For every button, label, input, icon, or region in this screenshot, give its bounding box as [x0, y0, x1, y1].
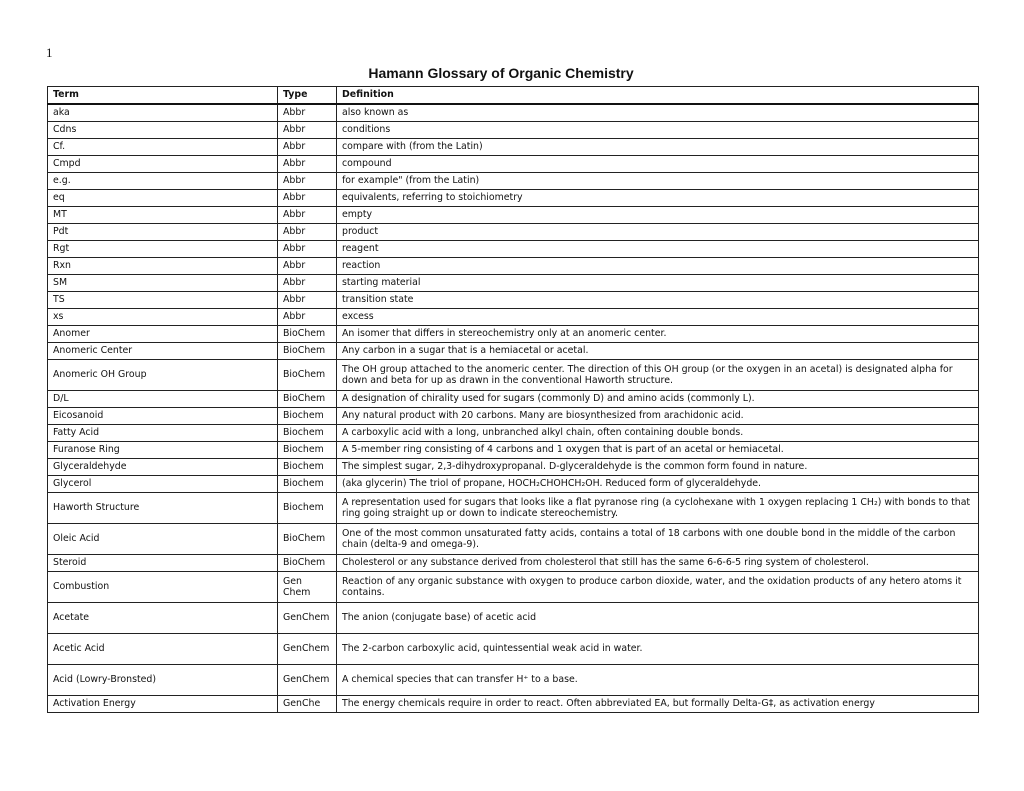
definition-cell: The simplest sugar, 2,3-dihydroxypropanal. D-glyceraldehyde is the common form found in nature. — [337, 459, 979, 476]
definition-cell: A chemical species that can transfer H⁺ to a base. — [337, 665, 979, 696]
definition-cell: The anion (conjugate base) of acetic acid — [337, 603, 979, 634]
column-header-term: Term — [48, 87, 278, 105]
table-row — [48, 476, 979, 493]
table-row — [48, 665, 979, 696]
definition-cell: excess — [337, 309, 979, 326]
term-cell: eq — [48, 190, 278, 207]
table-row — [48, 224, 979, 241]
type-cell: Abbr — [278, 275, 337, 292]
term-cell: Combustion — [48, 572, 278, 603]
type-cell: Abbr — [278, 258, 337, 275]
type-cell: GenChem — [278, 603, 337, 634]
definition-cell: product — [337, 224, 979, 241]
type-cell: Abbr — [278, 190, 337, 207]
definition-cell: Any natural product with 20 carbons. Many are biosynthesized from arachidonic acid. — [337, 408, 979, 425]
definition-cell: for example" (from the Latin) — [337, 173, 979, 190]
definition-cell: also known as — [337, 104, 979, 122]
term-cell: Anomeric Center — [48, 343, 278, 360]
table-row — [48, 442, 979, 459]
document-title: Hamann Glossary of Organic Chemistry — [368, 65, 634, 81]
table-row — [48, 603, 979, 634]
column-header-type: Type — [278, 87, 337, 105]
table-row — [48, 122, 979, 139]
definition-cell: reagent — [337, 241, 979, 258]
term-cell: Activation Energy — [48, 696, 278, 713]
table-row — [48, 555, 979, 572]
table-row — [48, 207, 979, 224]
type-cell: GenChem — [278, 665, 337, 696]
term-cell: Fatty Acid — [48, 425, 278, 442]
table-row — [48, 572, 979, 603]
type-cell: BioChem — [278, 343, 337, 360]
definition-cell: starting material — [337, 275, 979, 292]
type-cell: Abbr — [278, 292, 337, 309]
type-cell: Abbr — [278, 139, 337, 156]
table-row — [48, 524, 979, 555]
term-cell: Oleic Acid — [48, 524, 278, 555]
type-cell: Biochem — [278, 493, 337, 524]
page-number: 1 — [46, 45, 53, 60]
type-cell: BioChem — [278, 555, 337, 572]
type-cell: BioChem — [278, 391, 337, 408]
term-cell: Acid (Lowry-Bronsted) — [48, 665, 278, 696]
term-cell: Cf. — [48, 139, 278, 156]
definition-cell: conditions — [337, 122, 979, 139]
table-row — [48, 493, 979, 524]
type-cell: GenChem — [278, 634, 337, 665]
table-row — [48, 104, 979, 122]
definition-cell: The 2-carbon carboxylic acid, quintessential weak acid in water. — [337, 634, 979, 665]
term-cell: D/L — [48, 391, 278, 408]
table-row — [48, 292, 979, 309]
term-cell: MT — [48, 207, 278, 224]
type-cell: Biochem — [278, 442, 337, 459]
term-cell: Acetic Acid — [48, 634, 278, 665]
type-cell: Abbr — [278, 241, 337, 258]
definition-cell: A designation of chirality used for sugars (commonly D) and amino acids (commonly L). — [337, 391, 979, 408]
table-row — [48, 309, 979, 326]
definition-cell: A 5-member ring consisting of 4 carbons and 1 oxygen that is part of an acetal or hemiacetal. — [337, 442, 979, 459]
term-cell: Cdns — [48, 122, 278, 139]
term-cell: Rgt — [48, 241, 278, 258]
type-cell: Abbr — [278, 309, 337, 326]
type-cell: Biochem — [278, 425, 337, 442]
definition-cell: The energy chemicals require in order to react. Often abbreviated EA, but formally Delta-G‡, as activation energy — [337, 696, 979, 713]
term-cell: Glycerol — [48, 476, 278, 493]
type-cell: Biochem — [278, 408, 337, 425]
type-cell: BioChem — [278, 360, 337, 391]
table-row — [48, 360, 979, 391]
table-row — [48, 408, 979, 425]
definition-cell: empty — [337, 207, 979, 224]
glossary-body — [48, 104, 979, 713]
table-row — [48, 190, 979, 207]
term-cell: Pdt — [48, 224, 278, 241]
table-row — [48, 459, 979, 476]
term-cell: SM — [48, 275, 278, 292]
term-cell: Acetate — [48, 603, 278, 634]
definition-cell: Reaction of any organic substance with oxygen to produce carbon dioxide, water, and the oxidation products of any hetero atoms it contains. — [337, 572, 979, 603]
term-cell: Anomer — [48, 326, 278, 343]
definition-cell: A carboxylic acid with a long, unbranched alkyl chain, often containing double bonds. — [337, 425, 979, 442]
type-cell: GenChe — [278, 696, 337, 713]
definition-cell: Cholesterol or any substance derived from cholesterol that still has the same 6-6-6-5 ring system of cholesterol. — [337, 555, 979, 572]
definition-cell: Any carbon in a sugar that is a hemiacetal or acetal. — [337, 343, 979, 360]
term-cell: Rxn — [48, 258, 278, 275]
type-cell: BioChem — [278, 524, 337, 555]
type-cell: Abbr — [278, 173, 337, 190]
term-cell: Furanose Ring — [48, 442, 278, 459]
table-row — [48, 156, 979, 173]
term-cell: Haworth Structure — [48, 493, 278, 524]
definition-cell: A representation used for sugars that looks like a flat pyranose ring (a cyclohexane with 1 oxygen replacing 1 CH₂) with bonds to that ring going straight up or down to indicate stereochemistry. — [337, 493, 979, 524]
term-cell: Cmpd — [48, 156, 278, 173]
definition-cell: equivalents, referring to stoichiometry — [337, 190, 979, 207]
type-cell: Gen Chem — [278, 572, 337, 603]
table-header-row — [48, 87, 979, 105]
type-cell: Abbr — [278, 156, 337, 173]
table-row — [48, 634, 979, 665]
definition-cell: compare with (from the Latin) — [337, 139, 979, 156]
type-cell: BioChem — [278, 326, 337, 343]
term-cell: Glyceraldehyde — [48, 459, 278, 476]
table-row — [48, 275, 979, 292]
table-row — [48, 425, 979, 442]
definition-cell: compound — [337, 156, 979, 173]
definition-cell: One of the most common unsaturated fatty acids, contains a total of 18 carbons with one double bond in the middle of the carbon chain (delta-9 and omega-9). — [337, 524, 979, 555]
type-cell: Biochem — [278, 476, 337, 493]
definition-cell: An isomer that differs in stereochemistry only at an anomeric center. — [337, 326, 979, 343]
table-row — [48, 241, 979, 258]
type-cell: Abbr — [278, 224, 337, 241]
term-cell: Anomeric OH Group — [48, 360, 278, 391]
definition-cell: reaction — [337, 258, 979, 275]
term-cell: TS — [48, 292, 278, 309]
type-cell: Abbr — [278, 207, 337, 224]
definition-cell: transition state — [337, 292, 979, 309]
table-row — [48, 343, 979, 360]
term-cell: aka — [48, 104, 278, 122]
definition-cell: The OH group attached to the anomeric center. The direction of this OH group (or the oxygen in an acetal) is designated alpha for down and beta for up as drawn in the conventional Haworth structure. — [337, 360, 979, 391]
term-cell: Steroid — [48, 555, 278, 572]
table-row — [48, 139, 979, 156]
term-cell: e.g. — [48, 173, 278, 190]
table-row — [48, 258, 979, 275]
term-cell: Eicosanoid — [48, 408, 278, 425]
type-cell: Biochem — [278, 459, 337, 476]
glossary-table — [47, 86, 979, 713]
table-row — [48, 173, 979, 190]
table-row — [48, 696, 979, 713]
term-cell: xs — [48, 309, 278, 326]
definition-cell: (aka glycerin) The triol of propane, HOCH₂CHOHCH₂OH. Reduced form of glyceraldehyde. — [337, 476, 979, 493]
type-cell: Abbr — [278, 104, 337, 122]
table-row — [48, 326, 979, 343]
table-row — [48, 391, 979, 408]
column-header-definition: Definition — [337, 87, 979, 105]
type-cell: Abbr — [278, 122, 337, 139]
